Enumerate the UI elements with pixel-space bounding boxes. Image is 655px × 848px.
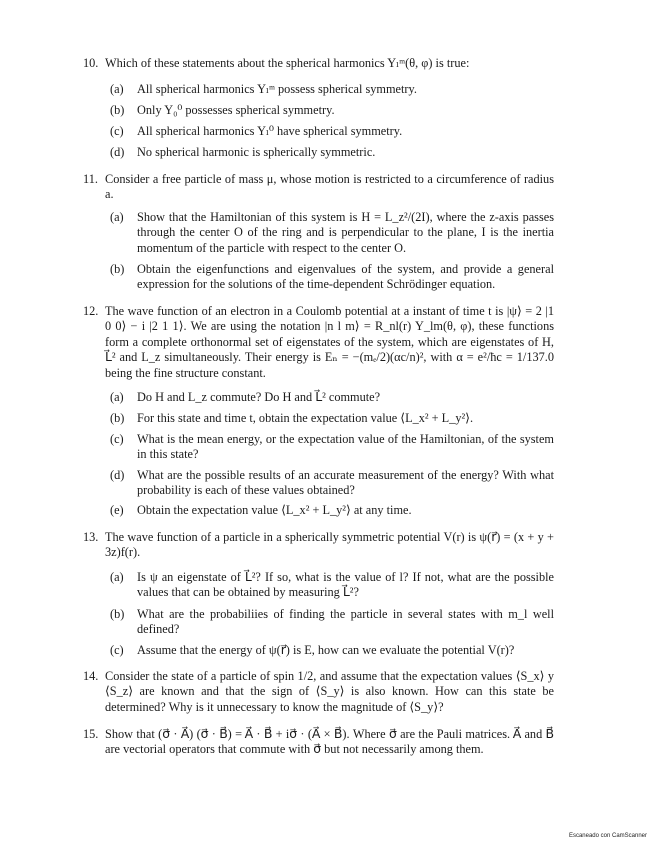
problem-10-part-a bbox=[110, 82, 554, 97]
part-text: All spherical harmonics Yₗᵐ possess spherical symmetry. bbox=[137, 82, 417, 96]
problem-12-part-d bbox=[110, 468, 554, 499]
problem-15 bbox=[84, 727, 554, 758]
problem-number: 13. bbox=[83, 530, 99, 544]
problem-12 bbox=[84, 304, 554, 381]
problem-number: 11. bbox=[83, 172, 98, 186]
problem-11 bbox=[84, 172, 554, 203]
problem-text: Which of these statements about the spherical harmonics Yₗᵐ(θ, φ) is true: bbox=[105, 56, 470, 70]
scanner-watermark: Escaneado con CamScanner bbox=[568, 833, 647, 839]
problem-14 bbox=[84, 669, 554, 715]
part-label: (a) bbox=[110, 570, 124, 584]
part-label: (e) bbox=[110, 503, 124, 517]
part-text: What are the probabiliies of finding the particle in several states with m_l well defined? bbox=[137, 607, 554, 637]
problem-12-part-c bbox=[110, 432, 554, 463]
problem-number: 10. bbox=[83, 56, 99, 70]
problem-13-part-b bbox=[110, 607, 554, 638]
problem-number: 14. bbox=[83, 669, 99, 683]
part-label: (b) bbox=[110, 411, 125, 425]
part-text: Assume that the energy of ψ(r⃗) is E, how can we evaluate the potential V(r)? bbox=[137, 643, 515, 657]
part-text: What is the mean energy, or the expectation value of the Hamiltonian, of the system in this state? bbox=[137, 432, 554, 462]
part-text: Obtain the eigenfunctions and eigenvalues of the system, and provide a general expression for the solutions of the time-dependent Schrödinger equation. bbox=[137, 262, 554, 292]
problem-13 bbox=[84, 530, 554, 561]
problem-text: Consider a free particle of mass μ, whose motion is restricted to a circumference of radius a. bbox=[105, 172, 554, 202]
part-label: (c) bbox=[110, 432, 124, 446]
problem-10 bbox=[84, 56, 554, 71]
part-label: (a) bbox=[110, 82, 124, 96]
problem-number: 15. bbox=[83, 727, 99, 741]
part-label: (a) bbox=[110, 390, 124, 404]
problem-text: The wave function of an electron in a Coulomb potential at a instant of time t is |ψ⟩ = 2 |1 0 0⟩ − i |2 1 1⟩. We are using the notation |n l m⟩ = R_nl(r) Y_lm(θ, φ), these functions form a complete orthonormal set of eigenstates of the system, which are eigenstates of H, L⃗² and L_z simultaneously. Their energy is Eₙ = −(mₑ/2)(αc/n)², with α = e²/ħc = 1/137.0 being the fine structure constant. bbox=[105, 304, 554, 380]
problem-text: Show that (σ⃗ · A⃗) (σ⃗ · B⃗) = A⃗ · B⃗ + iσ⃗ · (A⃗ × B⃗). Where σ⃗ are the Pauli matrices. A⃗ and B⃗ are vectorial operators that commute with σ⃗ but not necessarily among them. bbox=[105, 727, 554, 757]
problem-12-part-b bbox=[110, 411, 554, 426]
problem-12-part-e bbox=[110, 503, 554, 518]
problem-text: The wave function of a particle in a spherically symmetric potential V(r) is ψ(r⃗) = (x + y + 3z)f(r). bbox=[105, 530, 554, 560]
part-text: Show that the Hamiltonian of this system is H = L_z²/(2I), where the z-axis passes through the center O of the ring and is perpendicular to the plane, I is the inertia momentum of the particle with respect to the center O. bbox=[137, 210, 554, 255]
part-text: What are the possible results of an accurate measurement of the energy? With what probability is each of these values obtained? bbox=[137, 468, 554, 498]
problem-text: Consider the state of a particle of spin 1/2, and assume that the expectation values ⟨S_x⟩ y ⟨S_z⟩ are known and that the sign of ⟨S_y⟩ is also known. How can this state be determined? Why is it unnecessary to know the magnitude of ⟨S_y⟩? bbox=[105, 669, 554, 714]
part-text: No spherical harmonic is spherically symmetric. bbox=[137, 145, 376, 159]
problem-10-part-c bbox=[110, 124, 554, 139]
part-label: (d) bbox=[110, 145, 125, 159]
part-label: (a) bbox=[110, 210, 124, 224]
problem-11-part-b bbox=[110, 262, 554, 293]
part-label: (b) bbox=[110, 103, 125, 117]
part-text: For this state and time t, obtain the expectation value ⟨L_x² + L_y²⟩. bbox=[137, 411, 474, 425]
part-text: Obtain the expectation value ⟨L_x² + L_y²⟩ at any time. bbox=[137, 503, 412, 517]
problem-10-part-d bbox=[110, 145, 554, 160]
part-text: All spherical harmonics Yₗ⁰ have spherical symmetry. bbox=[137, 124, 403, 138]
problem-10-part-b bbox=[110, 103, 554, 118]
part-label: (b) bbox=[110, 607, 125, 621]
part-label: (c) bbox=[110, 124, 124, 138]
part-label: (c) bbox=[110, 643, 124, 657]
part-text: Only Y₀⁰ possesses spherical symmetry. bbox=[137, 103, 335, 117]
part-text: Do H and L_z commute? Do H and L⃗² commute? bbox=[137, 390, 381, 404]
problem-13-part-c bbox=[110, 643, 554, 658]
part-label: (d) bbox=[110, 468, 125, 482]
part-text: Is ψ an eigenstate of L⃗²? If so, what is the value of l? If not, what are the possible values that can be obtained by measuring L⃗²? bbox=[137, 570, 554, 600]
problem-11-part-a bbox=[110, 210, 554, 256]
problem-number: 12. bbox=[83, 304, 99, 318]
part-label: (b) bbox=[110, 262, 125, 276]
problem-12-part-a bbox=[110, 390, 554, 405]
problem-13-part-a bbox=[110, 570, 554, 601]
